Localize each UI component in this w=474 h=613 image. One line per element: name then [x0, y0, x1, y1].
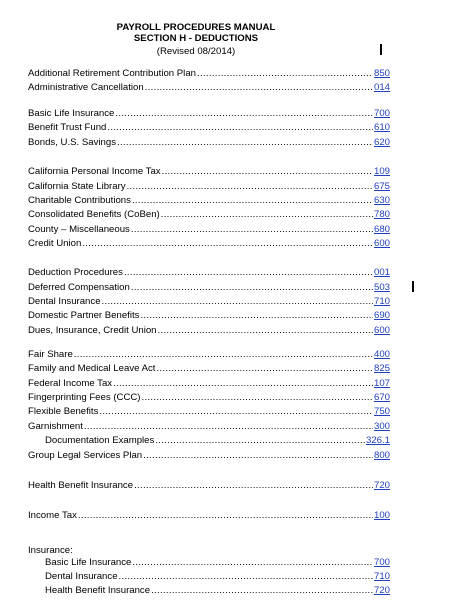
- toc-entry: Domestic Partner Benefits ..... 690: [28, 309, 390, 322]
- revision-date: (Revised 08/2014): [156, 46, 236, 57]
- change-bar: [412, 281, 414, 292]
- insurance-heading: Insurance:: [28, 545, 73, 556]
- toc-entry: Dental Insurance ..... 710: [28, 295, 390, 308]
- toc-link[interactable]: 109: [373, 166, 390, 177]
- toc-link[interactable]: 700: [373, 557, 390, 568]
- toc-link[interactable]: 710: [373, 296, 390, 307]
- manual-title: PAYROLL PROCEDURES MANUAL: [116, 22, 276, 33]
- toc-entry: Credit Union ..... 600: [28, 237, 390, 250]
- toc-link[interactable]: 720: [373, 480, 390, 491]
- toc-entry: Health Benefit Insurance ..... 720: [28, 479, 390, 492]
- toc-entry: Benefit Trust Fund ..... 610: [28, 121, 390, 134]
- toc-link[interactable]: 620: [373, 137, 390, 148]
- toc-link[interactable]: 690: [373, 310, 390, 321]
- toc-link[interactable]: 610: [373, 122, 390, 133]
- toc-entry: Deduction Procedures ..... 001: [28, 266, 390, 279]
- toc-link[interactable]: 800: [373, 450, 390, 461]
- toc-link[interactable]: 326.1: [365, 435, 390, 446]
- toc-link[interactable]: 675: [373, 181, 390, 192]
- toc-link[interactable]: 100: [373, 510, 390, 521]
- toc-entry: Fingerprinting Fees (CCC) ..... 670: [28, 391, 390, 404]
- section-title: SECTION H - DEDUCTIONS: [133, 33, 259, 44]
- toc-entry: Garnishment ..... 300: [28, 420, 390, 433]
- toc-link[interactable]: 014: [373, 82, 390, 93]
- toc-entry: Charitable Contributions ..... 630: [28, 194, 390, 207]
- toc-entry: Family and Medical Leave Act ..... 825: [28, 362, 390, 375]
- toc-link[interactable]: 680: [373, 224, 390, 235]
- toc-entry: Administrative Cancellation ..... 014: [28, 81, 390, 94]
- toc-link[interactable]: 700: [373, 108, 390, 119]
- toc-link[interactable]: 503: [373, 282, 390, 293]
- toc-entry: California Personal Income Tax ..... 109: [28, 165, 390, 178]
- toc-link[interactable]: 825: [373, 363, 390, 374]
- toc-subentry: Dental Insurance ..... 710: [45, 570, 390, 583]
- toc-link[interactable]: 001: [373, 267, 390, 278]
- toc-link[interactable]: 630: [373, 195, 390, 206]
- toc-link[interactable]: 600: [373, 238, 390, 249]
- toc-entry: Fair Share ..... 400: [28, 348, 390, 361]
- toc-link[interactable]: 300: [373, 421, 390, 432]
- toc-link[interactable]: 850: [373, 68, 390, 79]
- toc-entry: California State Library ..... 675: [28, 180, 390, 193]
- toc-entry: Additional Retirement Contribution Plan ..... 850: [28, 67, 390, 80]
- toc-entry: Basic Life Insurance ..... 700: [28, 107, 390, 120]
- toc-entry: Dues, Insurance, Credit Union ..... 600: [28, 324, 390, 337]
- toc-link[interactable]: 600: [373, 325, 390, 336]
- toc-entry: Bonds, U.S. Savings ..... 620: [28, 136, 390, 149]
- toc-entry: Income Tax ..... 100: [28, 509, 390, 522]
- toc-link[interactable]: 750: [373, 406, 390, 417]
- toc-subentry: Documentation Examples ..... 326.1: [45, 434, 390, 447]
- toc-entry: County – Miscellaneous ..... 680: [28, 223, 390, 236]
- toc-subentry: Basic Life Insurance ..... 700: [45, 556, 390, 569]
- toc-link[interactable]: 107: [373, 378, 390, 389]
- toc-link[interactable]: 780: [373, 209, 390, 220]
- toc-subentry: Health Benefit Insurance ..... 720: [45, 584, 390, 597]
- toc-entry: Flexible Benefits ..... 750: [28, 405, 390, 418]
- change-bar: [380, 44, 382, 55]
- toc-link[interactable]: 710: [373, 571, 390, 582]
- toc-link[interactable]: 720: [373, 585, 390, 596]
- toc-entry: Deferred Compensation ..... 503: [28, 281, 390, 294]
- toc-link[interactable]: 400: [373, 349, 390, 360]
- toc-link[interactable]: 670: [373, 392, 390, 403]
- toc-entry: Federal Income Tax ..... 107: [28, 377, 390, 390]
- toc-entry: Group Legal Services Plan ..... 800: [28, 449, 390, 462]
- toc-entry: Consolidated Benefits (CoBen) ..... 780: [28, 208, 390, 221]
